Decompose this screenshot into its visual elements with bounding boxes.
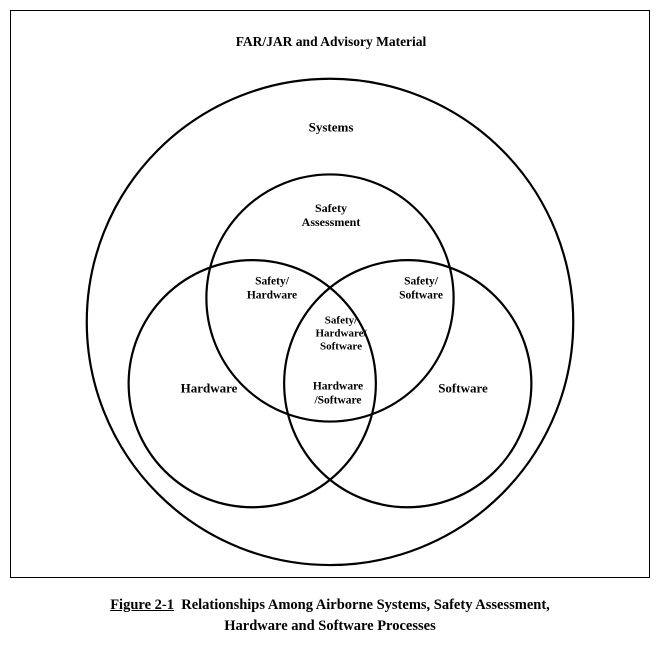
- label-safety-hardware: Safety/ Hardware: [246, 275, 298, 301]
- figure-caption: [10, 595, 650, 637]
- label-software: Software: [438, 380, 488, 396]
- figure-frame: [10, 10, 650, 578]
- label-hardware-software: Hardware /Software: [312, 380, 364, 406]
- label-systems: Systems: [308, 119, 354, 135]
- caption-text-line1: Relationships Among Airborne Systems, Safety Assessment,: [181, 597, 550, 613]
- figure-number: Figure 2-1: [110, 597, 174, 613]
- label-safety-hardware-software: Safety/ Hardware/ Software: [315, 314, 367, 353]
- label-safety-assessment: Safety Assessment: [301, 200, 361, 229]
- label-hardware: Hardware: [180, 380, 238, 396]
- caption-text-line2: Hardware and Software Processes: [224, 618, 436, 635]
- outer-frame-label: FAR/JAR and Advisory Material: [235, 34, 427, 50]
- label-safety-software: Safety/ Software: [399, 275, 443, 301]
- venn-diagram: [11, 11, 649, 577]
- systems-circle: [87, 79, 573, 565]
- caption-first-line: [10, 595, 650, 616]
